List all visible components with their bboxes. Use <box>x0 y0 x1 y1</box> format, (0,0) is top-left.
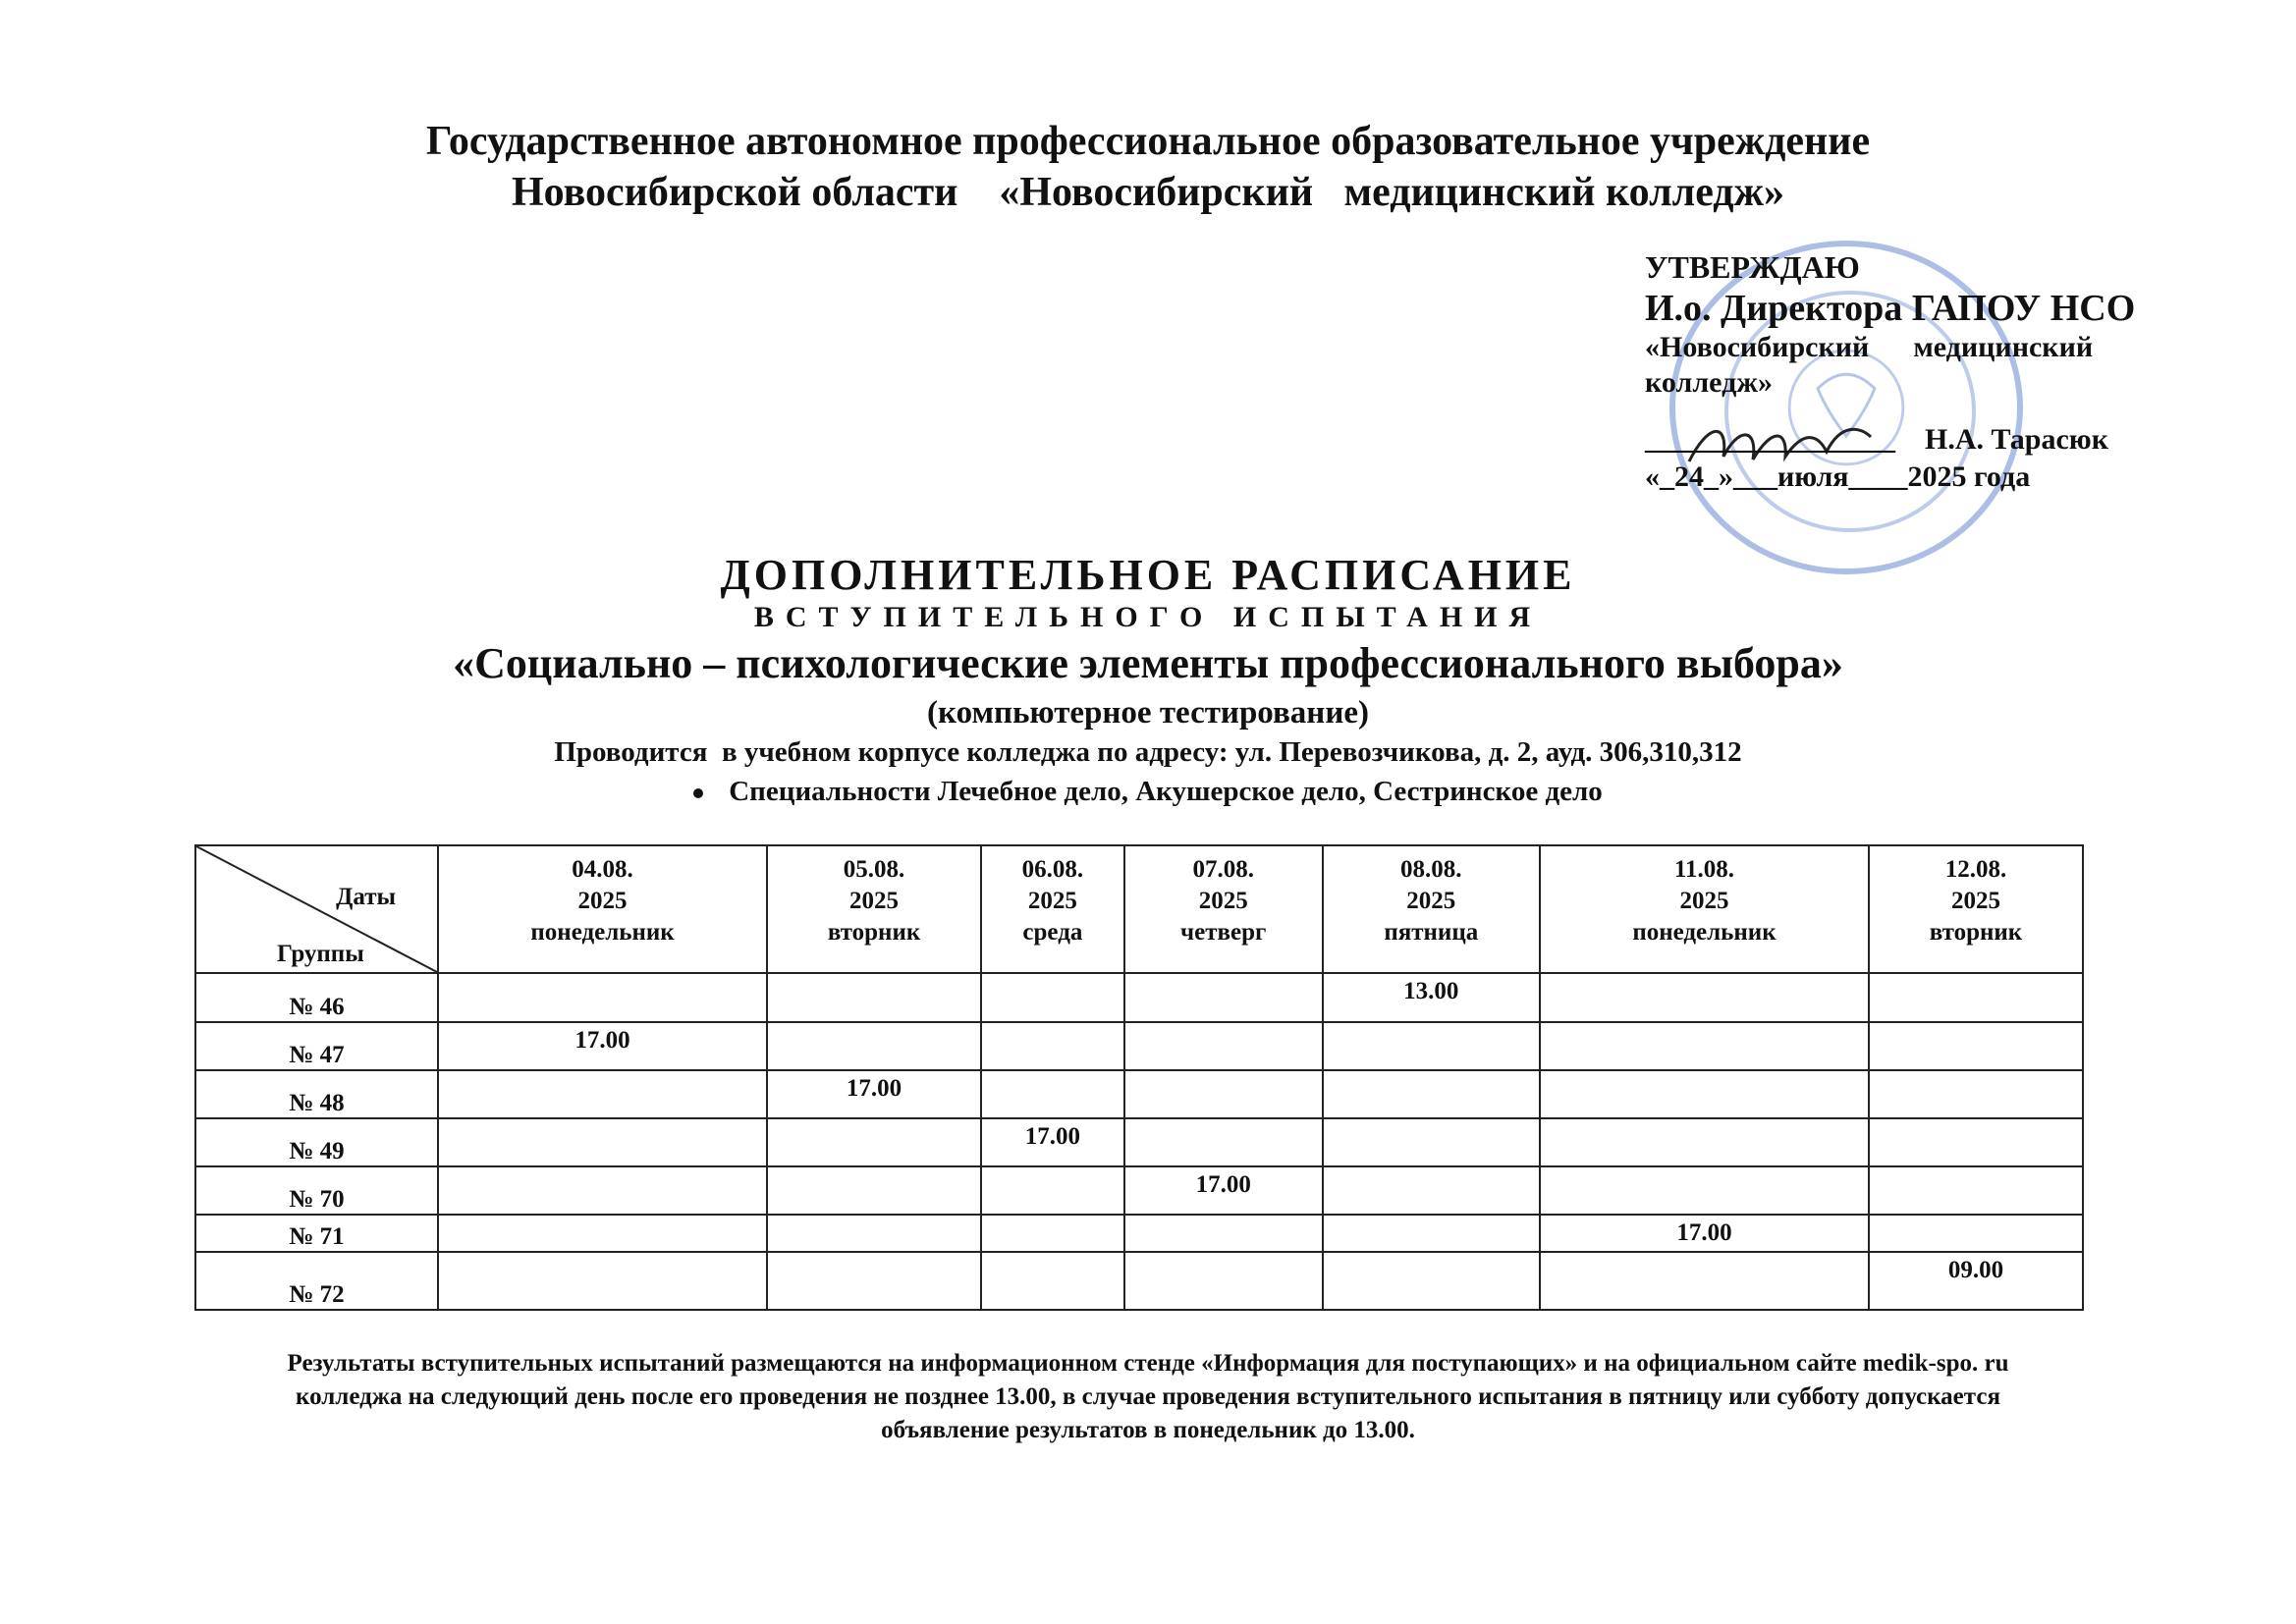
schedule-time-cell: 13.00 <box>1323 973 1540 1022</box>
schedule-time-cell: 09.00 <box>1869 1252 2083 1310</box>
results-note <box>0 1347 2296 1447</box>
schedule-time-cell <box>981 973 1124 1022</box>
schedule-time-cell <box>1540 1022 1869 1070</box>
table-row <box>195 1022 2083 1070</box>
specialties-item <box>0 776 2296 808</box>
schedule-time-cell: 17.00 <box>767 1070 981 1118</box>
col-weekday: вторник <box>1929 919 2023 946</box>
date-column-header <box>1540 845 1869 973</box>
schedule-time-cell <box>438 1252 767 1310</box>
corner-header <box>195 845 438 973</box>
schedule-time-cell <box>1540 1252 1869 1310</box>
approval-date: «_24_»___июля____2025 года <box>1645 460 2031 493</box>
schedule-table <box>194 844 2084 1311</box>
institution-line-1: Государственное автономное профессиональное образовательное учреждение <box>425 119 1871 164</box>
schedule-time-cell <box>1323 1215 1540 1252</box>
schedule-time-cell <box>767 1118 981 1166</box>
group-cell: № 72 <box>195 1252 438 1310</box>
schedule-time-cell <box>1323 1118 1540 1166</box>
schedule-time-cell <box>1869 1118 2083 1166</box>
approver-org-line-2: колледж» <box>1645 366 1774 399</box>
col-date: 07.08. <box>1192 856 1254 883</box>
schedule-time-cell <box>767 973 981 1022</box>
table-header-row <box>195 845 2083 973</box>
schedule-time-cell <box>767 1215 981 1252</box>
group-cell: № 46 <box>195 973 438 1022</box>
table-row <box>195 1166 2083 1215</box>
schedule-time-cell <box>1869 1215 2083 1252</box>
col-date: 08.08. <box>1400 856 1462 883</box>
group-cell: № 47 <box>195 1022 438 1070</box>
col-date: 04.08. <box>572 856 633 883</box>
approver-org-line-1: «Новосибирский медицинский <box>1645 331 2094 363</box>
col-year: 2025 <box>1406 888 1456 914</box>
table-row <box>195 1215 2083 1252</box>
corner-groups-label: Группы <box>277 941 364 967</box>
schedule-time-cell <box>1323 1022 1540 1070</box>
schedule-time-cell <box>1124 1215 1323 1252</box>
schedule-time-cell: 17.00 <box>1124 1166 1323 1215</box>
results-note-line-2: колледжа на следующий день после его проведения не позднее 13.00, в случае проведения вступительного испытания в пятницу или субботу допускается <box>296 1383 2000 1410</box>
col-date: 12.08. <box>1944 856 2007 883</box>
schedule-time-cell <box>1323 1166 1540 1215</box>
schedule-time-cell <box>1124 1070 1323 1118</box>
date-column-header <box>1323 845 1540 973</box>
col-year: 2025 <box>577 888 628 914</box>
table-row <box>195 1252 2083 1310</box>
bullet-icon <box>693 788 703 798</box>
schedule-time-cell <box>767 1022 981 1070</box>
schedule-time-cell <box>767 1252 981 1310</box>
date-column-header <box>438 845 767 973</box>
schedule-time-cell <box>1869 1070 2083 1118</box>
schedule-time-cell <box>1540 1166 1869 1215</box>
approve-label: УТВЕРЖДАЮ <box>1645 249 1860 285</box>
col-weekday: понедельник <box>530 919 675 946</box>
schedule-time-cell <box>981 1070 1124 1118</box>
schedule-time-cell <box>438 1215 767 1252</box>
schedule-time-cell <box>438 1118 767 1166</box>
col-year: 2025 <box>1679 888 1729 914</box>
schedule-time-cell: 17.00 <box>438 1022 767 1070</box>
col-date: 11.08. <box>1673 856 1735 883</box>
col-weekday: четверг <box>1180 919 1267 946</box>
group-cell: № 49 <box>195 1118 438 1166</box>
schedule-time-cell <box>1540 1070 1869 1118</box>
corner-dates-label: Даты <box>336 884 396 910</box>
col-weekday: вторник <box>827 919 921 946</box>
col-date: 06.08. <box>1021 856 1084 883</box>
schedule-time-cell: 17.00 <box>981 1118 1124 1166</box>
document-subtitle: ВСТУПИТЕЛЬНОГО ИСПЫТАНИЯ <box>753 601 1543 633</box>
schedule-time-cell <box>1124 1022 1323 1070</box>
col-year: 2025 <box>849 888 900 914</box>
group-cell: № 48 <box>195 1070 438 1118</box>
group-cell: № 70 <box>195 1166 438 1215</box>
results-note-line-1: Результаты вступительных испытаний размещаются на информационном стенде «Информация для поступающих» и на официальном сайте medik-spo. ru <box>287 1350 2009 1377</box>
date-column-header <box>1124 845 1323 973</box>
results-note-line-3: объявление результатов в понедельник до 13.00. <box>881 1417 1415 1443</box>
date-column-header <box>1869 845 2083 973</box>
schedule-time-cell <box>1124 1252 1323 1310</box>
col-year: 2025 <box>1027 888 1077 914</box>
exam-format: (компьютерное тестирование) <box>927 695 1369 731</box>
approval-block <box>1645 247 2195 495</box>
schedule-time-cell <box>1323 1070 1540 1118</box>
col-date: 05.08. <box>843 856 905 883</box>
schedule-time-cell <box>981 1022 1124 1070</box>
schedule-time-cell <box>1869 1022 2083 1070</box>
exam-name: «Социально – психологические элементы профессионального выбора» <box>453 639 1843 687</box>
schedule-time-cell <box>1869 973 2083 1022</box>
schedule-time-cell <box>438 1070 767 1118</box>
group-cell: № 71 <box>195 1215 438 1252</box>
exam-location: Проводится в учебном корпусе колледжа по адресу: ул. Перевозчикова, д. 2, ауд. 306,310,312 <box>554 736 1742 768</box>
schedule-time-cell <box>1323 1252 1540 1310</box>
table-row <box>195 973 2083 1022</box>
institution-line-2: Новосибирской области «Новосибирский медицинский колледж» <box>511 170 1785 215</box>
specialties-text: Специальности Лечебное дело, Акушерское дело, Сестринское дело <box>729 776 1603 807</box>
table-row <box>195 1118 2083 1166</box>
schedule-time-cell <box>981 1166 1124 1215</box>
schedule-time-cell: 17.00 <box>1540 1215 1869 1252</box>
col-weekday: пятница <box>1384 919 1479 946</box>
signature-line: _________________ Н.А. Тарасюк <box>1645 423 2108 456</box>
date-column-header <box>981 845 1124 973</box>
schedule-time-cell <box>1540 1118 1869 1166</box>
schedule-time-cell <box>438 973 767 1022</box>
schedule-time-cell <box>767 1166 981 1215</box>
schedule-time-cell <box>981 1215 1124 1252</box>
schedule-time-cell <box>1869 1166 2083 1215</box>
table-row <box>195 1070 2083 1118</box>
col-weekday: среда <box>1022 919 1083 946</box>
document-title: ДОПОЛНИТЕЛЬНОЕ РАСПИСАНИЕ <box>720 551 1576 599</box>
institution-header <box>0 116 2296 218</box>
schedule-time-cell <box>1124 973 1323 1022</box>
approver-position: И.о. Директора ГАПОУ НСО <box>1645 288 2136 329</box>
schedule-time-cell <box>1540 973 1869 1022</box>
schedule-time-cell <box>438 1166 767 1215</box>
date-column-header <box>767 845 981 973</box>
col-year: 2025 <box>1951 888 2000 914</box>
col-year: 2025 <box>1198 888 1248 914</box>
schedule-time-cell <box>1124 1118 1323 1166</box>
col-weekday: понедельник <box>1632 919 1777 946</box>
schedule-time-cell <box>981 1252 1124 1310</box>
